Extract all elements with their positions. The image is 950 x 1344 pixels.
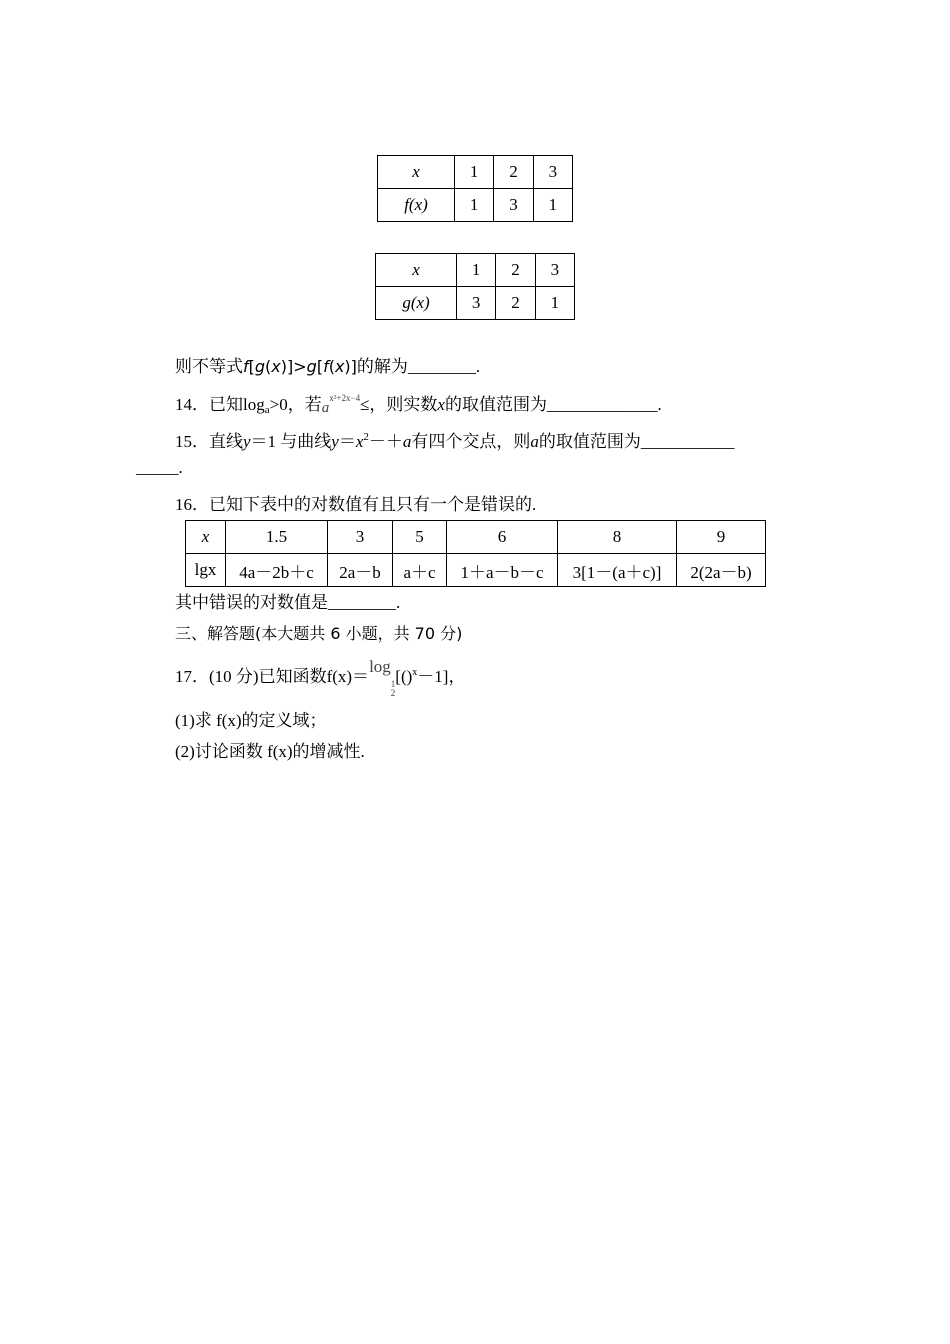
table-cell: 2a－b (328, 554, 393, 587)
answer-blank: _____________ (546, 395, 658, 414)
table-cell: f(x) (404, 195, 428, 214)
table-cell: 3[1－(a＋c)] (558, 554, 677, 587)
table-row (186, 521, 766, 554)
table-cell: 5 (393, 521, 447, 554)
table-cell: 2 (496, 254, 535, 287)
question-15-line-2: _____. (136, 458, 183, 477)
table-row (378, 189, 573, 222)
table-cell: 2 (494, 156, 533, 189)
table-cell: g(x) (402, 293, 430, 312)
table-cell: 3 (533, 156, 572, 189)
table-row (378, 156, 573, 189)
table-cell: 4a－2b＋c (226, 554, 328, 587)
table-cell: 3 (457, 287, 496, 320)
question-13-line: 则不等式f[g(x)]>g[f(x)]的解为________. (175, 357, 481, 376)
answer-blank: ________ (328, 593, 396, 612)
table-cell: 6 (447, 521, 558, 554)
question-17-line: 17．(10 分)已知函数f(x)＝log1 2[()$^x$－1]， (175, 657, 466, 698)
table-cell: a＋c (393, 554, 447, 587)
table-cell: 3 (535, 254, 574, 287)
inequality: f[g(x)]>g[f(x)] (243, 357, 357, 376)
question-14-line: 14．已知loga>0，若$a^{x^2+2x-4}\le$，则实数x的取值范围为_____________. (175, 393, 662, 416)
question-17-sub-1: (1)求 f(x)的定义域； (175, 711, 327, 730)
question-15-line: 15．直线y＝1 与曲线$y=x^2-+a$有四个交点，则a的取值范围为___________ (175, 431, 735, 451)
fraction-one-half: 1 2 (390, 679, 396, 698)
question-16-text: 16．已知下表中的对数值有且只有一个是错误的. (175, 495, 537, 514)
question-16-after: 其中错误的对数值是________. (175, 593, 401, 612)
answer-blank: ________ (407, 357, 476, 376)
table-cell: 3 (494, 189, 533, 222)
table-cell: x (412, 162, 420, 181)
table-cell: 1 (533, 189, 572, 222)
table-cell: 1 (457, 254, 496, 287)
table-cell: 1 (455, 189, 494, 222)
table-cell: 3 (328, 521, 393, 554)
table-cell: x (412, 260, 420, 279)
answer-blank: ___________ (640, 432, 735, 451)
table-cell: 1 (535, 287, 574, 320)
question-17-sub-2: (2)讨论函数 f(x)的增减性. (175, 742, 365, 761)
table-cell: x (201, 527, 210, 546)
table-row (376, 287, 575, 320)
table-cell: 8 (558, 521, 677, 554)
table-cell: lgx (186, 554, 226, 587)
table-row (376, 254, 575, 287)
table-log-values (185, 520, 766, 587)
table-cell: 1 (455, 156, 494, 189)
table-row (186, 554, 766, 587)
table-cell: 1.5 (226, 521, 328, 554)
table-cell: 1＋a－b－c (447, 554, 558, 587)
table-g (375, 253, 575, 320)
table-f (377, 155, 573, 222)
answer-blank: _____ (136, 458, 179, 477)
table-cell: 2(2a－b) (677, 554, 766, 587)
table-cell: 9 (677, 521, 766, 554)
table-cell: 2 (496, 287, 535, 320)
section-heading: 三、解答题(本大题共 6 小题，共 70 分) (175, 624, 463, 643)
